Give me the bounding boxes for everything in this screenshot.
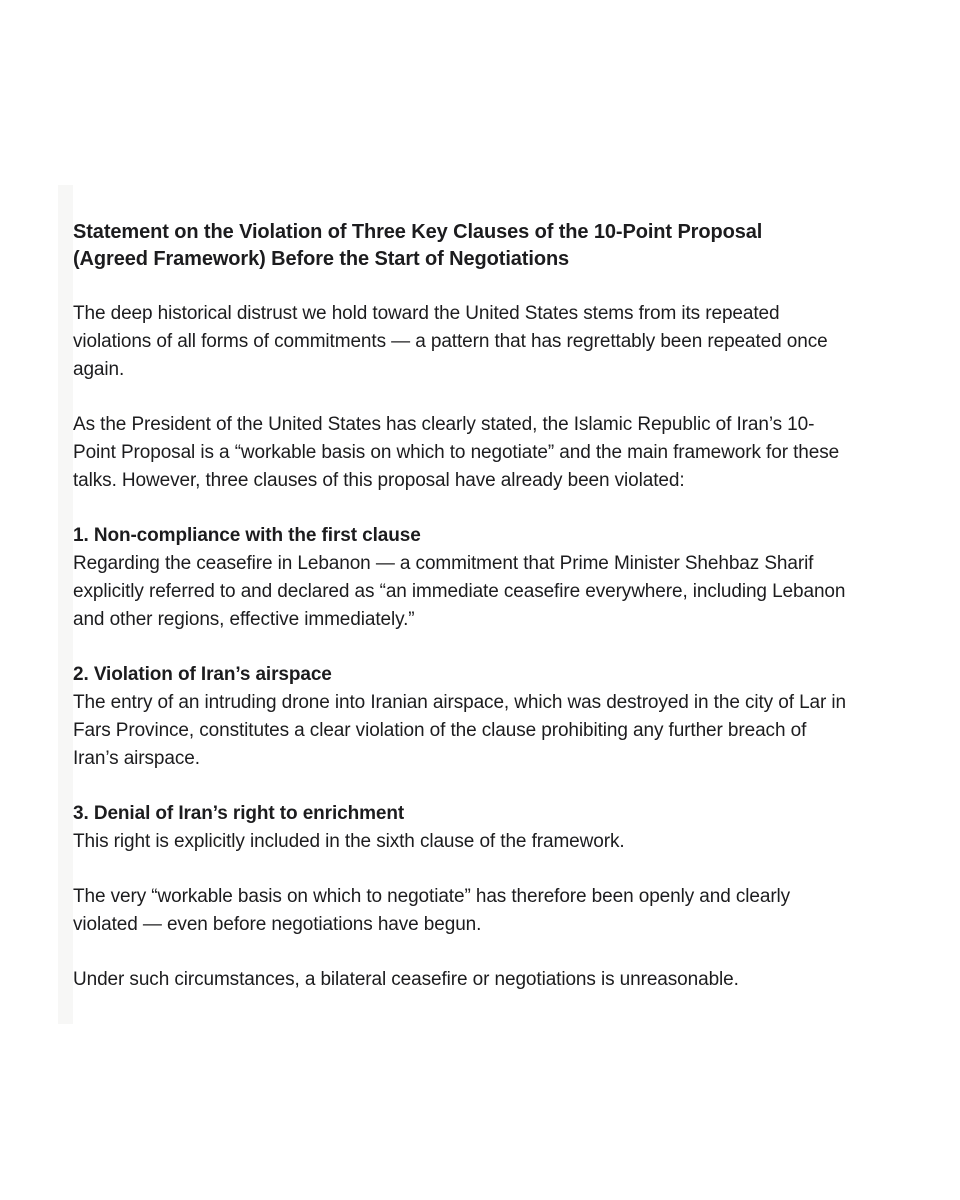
clause-2-body: The entry of an intruding drone into Iranian airspace, which was destroyed in the city of Lar in Fars Province, constitutes a clear violation of the clause prohibiting any further breach of Iran’s airspace.	[73, 692, 847, 769]
clause-2-heading: 2. Violation of Iran’s airspace	[73, 664, 332, 685]
clause-1-body: Regarding the ceasefire in Lebanon — a commitment that Prime Minister Shehbaz Sharif explicitly referred to and declared as “an immediate ceasefire everywhere, including Lebanon and other regions, effective immediately.”	[73, 553, 846, 630]
document-title	[73, 219, 852, 273]
statement-document	[58, 185, 904, 1024]
clause-section-2	[73, 661, 852, 773]
clause-3-body: This right is explicitly included in the sixth clause of the framework.	[73, 831, 625, 852]
clause-1-heading: 1. Non-compliance with the first clause	[73, 525, 421, 546]
intro-paragraph-2: As the President of the United States has clearly stated, the Islamic Republic of Iran’s 10-Point Proposal is a “workable basis on which to negotiate” and the main framework for these talks. However, three clauses of this proposal have already been violated:	[73, 414, 840, 491]
clause-3-heading: 3. Denial of Iran’s right to enrichment	[73, 803, 405, 824]
intro-paragraph-1: The deep historical distrust we hold toward the United States stems from its repeated violations of all forms of commitments — a pattern that has regrettably been repeated once again.	[73, 303, 828, 380]
document-left-edge	[58, 185, 73, 1024]
closing-paragraph-1: The very “workable basis on which to negotiate” has therefore been openly and clearly violated — even before negotiations have begun.	[73, 886, 791, 935]
document-content	[73, 185, 878, 1024]
clause-section-3	[73, 800, 852, 856]
document-title-line-1: Statement on the Violation of Three Key Clauses of the 10-Point Proposal	[73, 221, 763, 243]
clause-section-1	[73, 522, 852, 634]
document-title-line-2: (Agreed Framework) Before the Start of Negotiations	[73, 248, 570, 270]
closing-paragraph-2: Under such circumstances, a bilateral ceasefire or negotiations is unreasonable.	[73, 969, 739, 990]
